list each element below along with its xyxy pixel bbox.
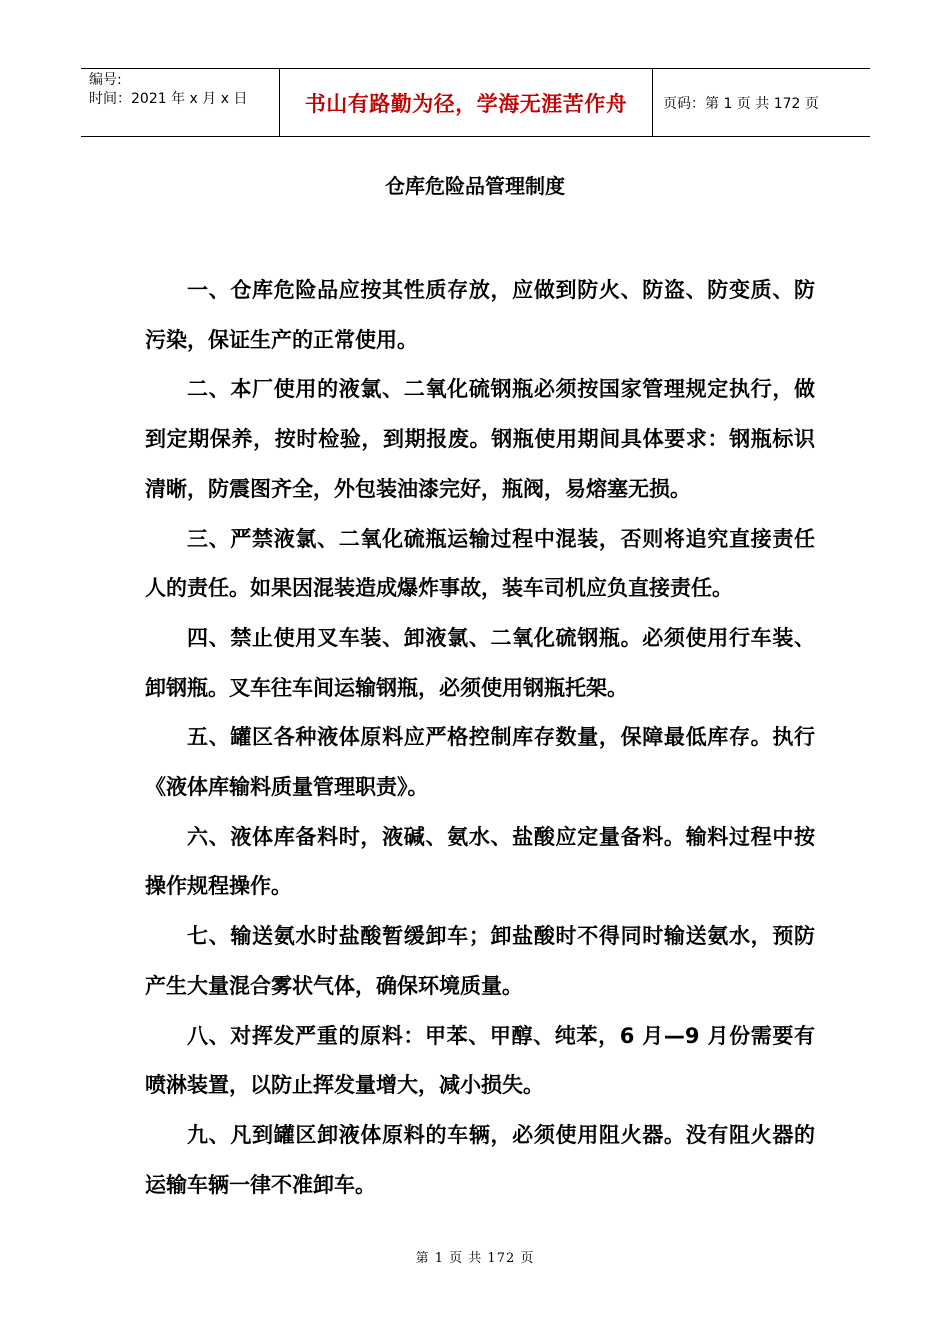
document-date: 时间：2021 年 x 月 x 日 [89, 91, 248, 107]
header-meta [81, 69, 280, 136]
document-title: 仓库危险品管理制度 [385, 174, 565, 198]
paragraph-5: 五、罐区各种液体原料应严格控制库存数量，保障最低库存。执行《液体库输料质量管理职责》。 [145, 725, 815, 800]
paragraph-6: 六、液体库备料时，液碱、氨水、盐酸应定量备料。输料过程中按操作规程操作。 [145, 824, 815, 899]
paragraph-3: 三、严禁液氯、二氧化硫瓶运输过程中混装，否则将追究直接责任人的责任。如果因混装造成爆炸事故，装车司机应负直接责任。 [145, 526, 815, 601]
paragraph-9: 九、凡到罐区卸液体原料的车辆，必须使用阻火器。没有阻火器的运输车辆一律不准卸车。 [145, 1122, 815, 1197]
page-footer: 第 1 页 共 172 页 [415, 1251, 535, 1266]
paragraph-1: 一、仓库危险品应按其性质存放，应做到防火、防盗、防变质、防污染，保证生产的正常使用。 [145, 278, 815, 352]
paragraph-7: 七、输送氨水时盐酸暂缓卸车；卸盐酸时不得同时输送氨水，预防产生大量混合雾状气体，确保环境质量。 [145, 924, 815, 998]
header-page-info: 页码：第 1 页 共 172 页 [663, 95, 819, 112]
paragraph-2: 二、本厂使用的液氯、二氧化硫钢瓶必须按国家管理规定执行，做到定期保养，按时检验，到期报废。钢瓶使用期间具体要求：钢瓶标识清晰，防震图齐全，外包装油漆完好，瓶阀，易熔塞无损。 [145, 377, 815, 501]
page-header [81, 68, 870, 137]
header-motto: 书山有路勤为径，学海无涯苦作舟 [280, 69, 653, 136]
document-number-label: 编号: [89, 72, 122, 88]
paragraph-4: 四、禁止使用叉车装、卸液氯、二氧化硫钢瓶。必须使用行车装、卸钢瓶。叉车往车间运输钢瓶，必须使用钢瓶托架。 [145, 625, 815, 700]
paragraph-8: 八、对挥发严重的原料：甲苯、甲醇、纯苯，6 月—9 月份需要有喷淋装置，以防止挥发量增大，减小损失。 [145, 1023, 815, 1098]
document-body [145, 266, 815, 1210]
